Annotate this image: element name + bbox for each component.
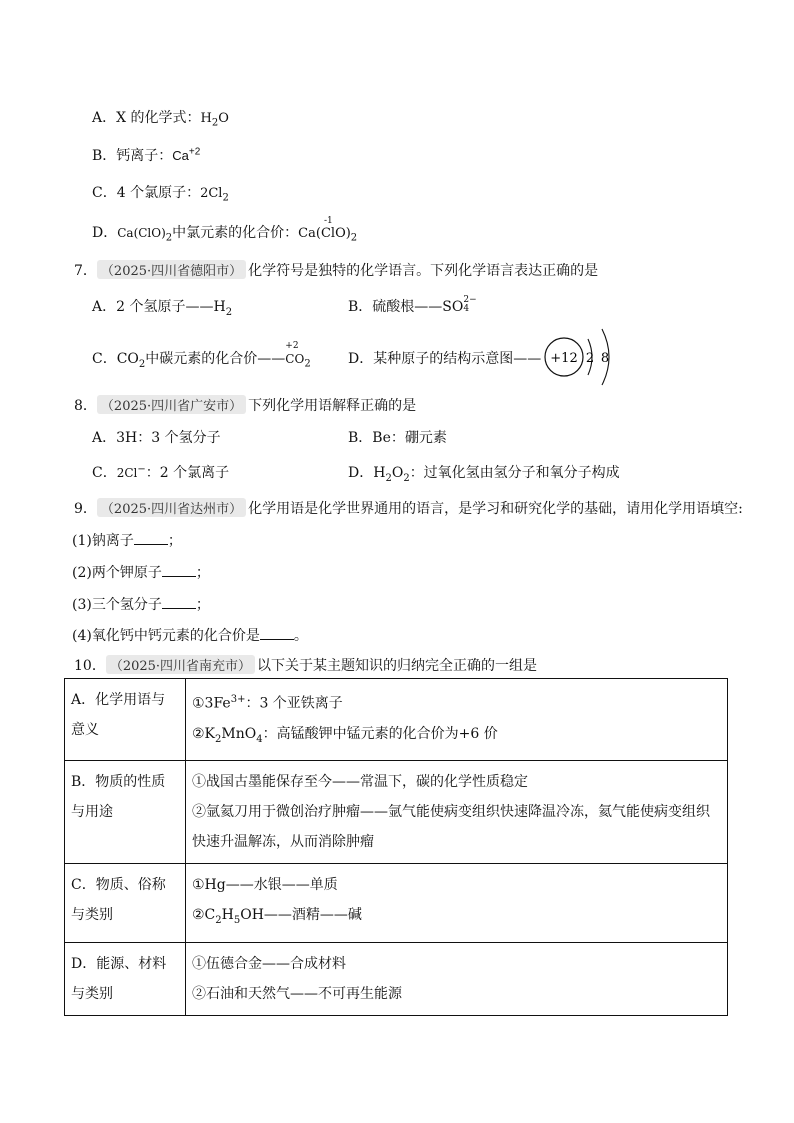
q9-item-2: (2)两个钾原子 ；: [72, 565, 210, 581]
q10-stem: 10． （2025·四川省南充市） 以下关于某主题知识的归纳完全正确的一组是: [74, 655, 537, 675]
q9-source-tag: （2025·四川省达州市）: [97, 498, 246, 517]
q8-option-a: A．3H：3 个氢分子: [92, 430, 221, 446]
q6-option-a: A．X 的化学式：$H_2O$: [92, 110, 229, 129]
q9-stem: 9． （2025·四川省达州市） 化学用语是化学世界通用的语言，是学习和研究化学的基础，请用化学用语填空:: [74, 498, 743, 518]
row-label: C．物质、俗称与类别: [65, 864, 186, 943]
row-label: B．物质的性质与用途: [65, 761, 186, 864]
table-row: [65, 864, 728, 943]
q7-source-tag: （2025·四川省德阳市）: [97, 260, 246, 279]
q8-option-c: C．2Cl−：2 个氯离子: [92, 464, 230, 481]
row-content: ①伍德合金——合成材料 ②石油和天然气——不可再生能源: [186, 943, 728, 1016]
answer-blank[interactable]: [260, 627, 294, 640]
q9-item-3: (3)三个氢分子 ；: [72, 597, 210, 613]
q6-option-b: B．钙离子：$Ca^{+2}$: [92, 146, 201, 164]
shell-2-electrons: 8: [600, 351, 610, 366]
row-content: $①3Fe^{3+}$：3 个亚铁离子 $②K_2MnO_4$：高锰酸钾中锰元素的化合价为+6 价: [186, 679, 728, 761]
row-content: ①战国古墨能保存至今——常温下，碳的化学性质稳定 ②氩氦刀用于微创治疗肿瘤——氩气能使病变组织快速降温冷冻，氦气能使病变组织快速升温解冻，从而消除肿瘤: [186, 761, 728, 864]
q7-option-a: A．2 个氢原子$——H_2$: [92, 299, 233, 318]
answer-blank[interactable]: [162, 564, 196, 577]
table-row: [65, 761, 728, 864]
q7-stem: 7． （2025·四川省德阳市） 化学符号是独特的化学语言。下列化学语言表达正确的是: [74, 260, 598, 280]
q8-option-d: D．$H_2O_2$：过氧化氢由氢分子和氧分子构成: [348, 465, 620, 484]
q6-option-c: C．4 个氯原子：$2Cl_2$: [92, 185, 229, 204]
row-content: ①Hg——水银——单质 $②C_2H_5OH——$酒精——碱: [186, 864, 728, 943]
row-label: A．化学用语与意义: [65, 679, 186, 761]
q6-option-d: D．$Ca(ClO)_2$中氯元素的化合价：Ca( -1 $ClO)_2$: [92, 216, 358, 244]
q7-option-b: B．硫酸根——SO2− 4: [348, 295, 477, 315]
atom-structure-diagram: [536, 325, 616, 387]
answer-blank[interactable]: [134, 532, 168, 545]
table-row: [65, 943, 728, 1016]
answer-blank[interactable]: [162, 596, 196, 609]
q10-options-table: [64, 678, 728, 1016]
q8-option-b: B．Be：硼元素: [348, 430, 447, 446]
table-row: [65, 679, 728, 761]
q7-option-d: D．某种原子的结构示意图——: [348, 351, 542, 367]
row-label: D．能源、材料与类别: [65, 943, 186, 1016]
q10-source-tag: （2025·四川省南充市）: [106, 655, 255, 674]
q9-item-4: (4)氧化钙中钙元素的化合价是 。: [72, 628, 308, 644]
nucleus-charge: +12: [550, 351, 578, 366]
shell-1-electrons: 2: [585, 351, 595, 366]
q7-option-c: C．$CO_2$中碳元素的化合价—— +2 $CO_2$: [92, 341, 311, 370]
q9-item-1: (1)钠离子 ；: [72, 533, 182, 549]
q8-source-tag: （2025·四川省广安市）: [97, 395, 246, 414]
q8-stem: 8． （2025·四川省广安市） 下列化学用语解释正确的是: [74, 395, 416, 415]
